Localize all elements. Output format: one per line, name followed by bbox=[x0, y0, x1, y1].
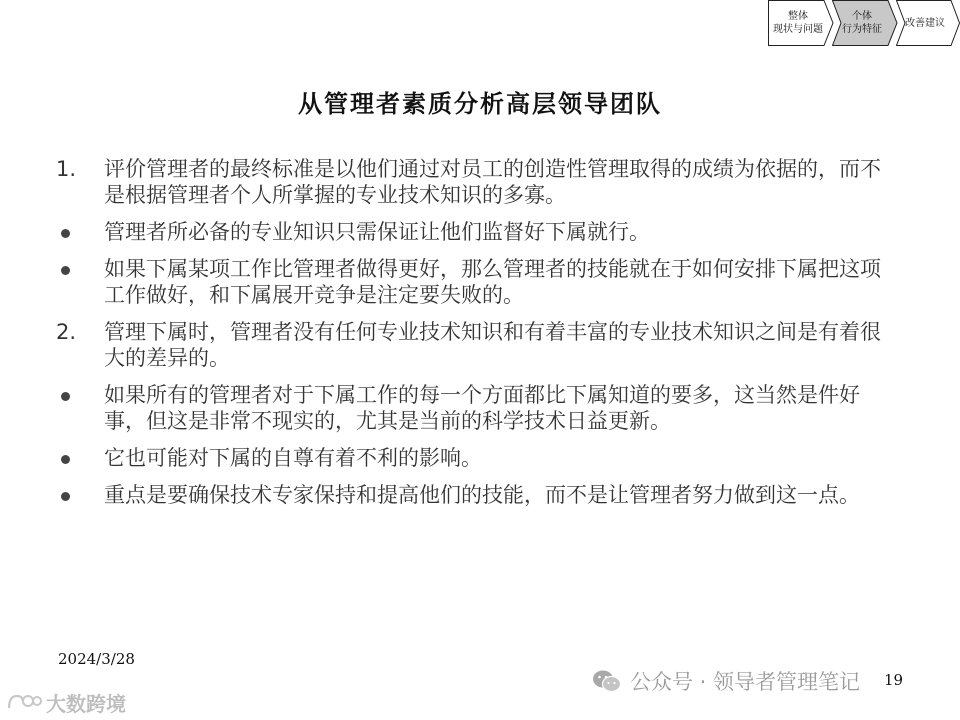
page-number: 19 bbox=[884, 671, 904, 689]
list-item bbox=[52, 382, 892, 434]
nav-step-overview[interactable] bbox=[768, 0, 834, 46]
nav-step-individual-line1: 个体 bbox=[852, 11, 872, 22]
item-text: 管理下属时，管理者没有任何专业技术知识和有着丰富的专业技术知识之间是有着很大的差异的。 bbox=[104, 320, 881, 370]
bullet-icon bbox=[61, 455, 70, 464]
list-item bbox=[52, 219, 892, 245]
bullet-icon bbox=[61, 229, 70, 238]
nav-step-overview-line1: 整体 bbox=[788, 11, 808, 22]
section-navigation bbox=[768, 0, 960, 48]
slide-date: 2024/3/28 bbox=[58, 650, 135, 668]
slide-title: 从管理者素质分析高层领导团队 bbox=[298, 90, 662, 118]
item-text: 如果下属某项工作比管理者做得更好，那么管理者的技能就在于如何安排下属把这项工作做好，和下属展开竞争是注定要失败的。 bbox=[104, 257, 881, 307]
wechat-icon bbox=[592, 669, 622, 693]
brand-watermark-text: 大数跨境 bbox=[46, 692, 126, 716]
item-text: 评价管理者的最终标准是以他们通过对员工的创造性管理取得的成绩为依据的，而不是根据管理者个人所掌握的专业技术知识的多寡。 bbox=[104, 157, 881, 207]
nav-step-individual-line2: 行为特征 bbox=[842, 24, 882, 35]
list-item bbox=[52, 482, 892, 508]
bullet-icon bbox=[61, 492, 70, 501]
brand-logo-icon bbox=[6, 692, 42, 714]
brand-watermark bbox=[6, 688, 126, 717]
list-item bbox=[52, 445, 892, 471]
item-text: 它也可能对下属的自尊有着不利的影响。 bbox=[104, 446, 482, 470]
bullet-icon bbox=[61, 392, 70, 401]
item-number: 2. bbox=[56, 320, 77, 344]
item-text: 重点是要确保技术专家保持和提高他们的技能，而不是让管理者努力做到这一点。 bbox=[104, 483, 860, 507]
wechat-account-name: 公众号 · 领导者管理笔记 bbox=[630, 670, 861, 694]
list-item bbox=[52, 156, 892, 208]
bullet-icon bbox=[61, 266, 70, 275]
content-list bbox=[52, 156, 892, 519]
nav-step-overview-line2: 现状与问题 bbox=[773, 24, 823, 35]
nav-step-suggestions[interactable] bbox=[896, 0, 960, 46]
item-text: 管理者所必备的专业知识只需保证让他们监督好下属就行。 bbox=[104, 220, 650, 244]
list-item bbox=[52, 256, 892, 308]
nav-step-suggestions-line1: 改善建议 bbox=[905, 17, 945, 29]
wechat-watermark bbox=[592, 666, 860, 696]
list-item bbox=[52, 319, 892, 371]
item-number: 1. bbox=[56, 157, 77, 181]
nav-step-individual[interactable] bbox=[832, 0, 898, 46]
item-text: 如果所有的管理者对于下属工作的每一个方面都比下属知道的要多，这当然是件好事，但这是非常不现实的，尤其是当前的科学技术日益更新。 bbox=[104, 383, 860, 433]
